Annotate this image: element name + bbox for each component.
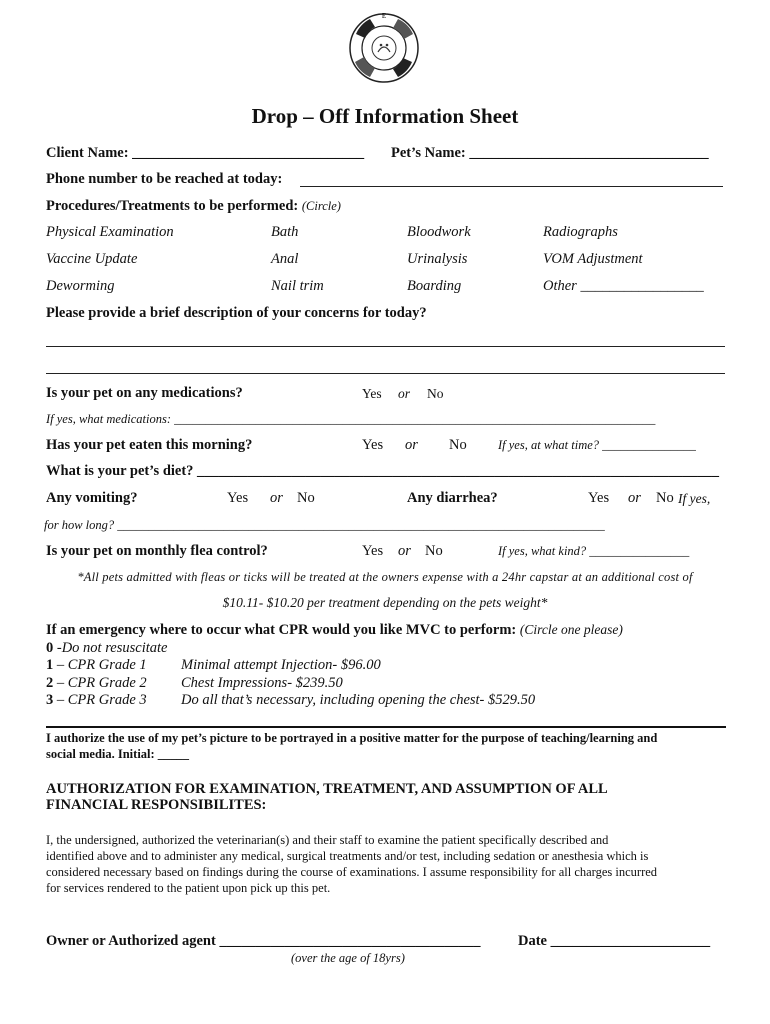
flea-yes: Yes: [362, 543, 384, 559]
medications-yes: Yes: [362, 386, 382, 401]
diet-question: What is your pet’s diet? ________________________________________________________________________: [46, 463, 720, 479]
proc-col3-3: Boarding: [407, 278, 462, 294]
medications-or: or: [398, 386, 411, 401]
proc-col1-2: Vaccine Update: [46, 251, 138, 267]
pet-name-label: Pet’s Name: _________________________________: [391, 145, 709, 161]
medications-question: Is your pet on any medications?: [46, 385, 243, 401]
auth-heading-1: AUTHORIZATION FOR EXAMINATION, TREATMENT, AND ASSUMPTION OF ALL: [46, 781, 608, 797]
cpr-option-1-num: 1: [46, 657, 54, 673]
owner-signature-label: Owner or Authorized agent ____________________________________: [46, 933, 481, 949]
flea-question: Is your pet on monthly flea control?: [46, 543, 268, 559]
proc-col1-1: Physical Examination: [46, 224, 174, 240]
cpr-option-1-label: – CPR Grade 1: [56, 657, 147, 673]
picture-auth-2: social media. Initial: _____: [46, 747, 190, 761]
cpr-question: [46, 622, 623, 639]
proc-col4-3: Other _________________: [543, 278, 704, 294]
flea-or: or: [398, 543, 411, 559]
phone-label: Phone number to be reached at today:: [46, 171, 283, 187]
eaten-followup: If yes, at what time? _______________: [498, 438, 696, 452]
cpr-option-0-label: -Do not resuscitate: [56, 640, 168, 656]
date-label: Date ______________________: [518, 933, 711, 949]
clinic-logo: [348, 12, 420, 84]
cpr-option-3: [46, 692, 147, 709]
page-title: Drop – Off Information Sheet: [251, 104, 519, 128]
auth-body-3: considered necessary based on findings during the course of examinations. I assume responsibility for all charges incurred: [46, 865, 658, 879]
cpr-option-2: [46, 675, 147, 692]
age-note: (over the age of 18yrs): [291, 951, 405, 965]
diarrhea-tail: If yes,: [678, 491, 711, 506]
diarrhea-no: No: [656, 490, 674, 506]
eaten-no: No: [449, 437, 467, 453]
concerns-line-2: [46, 373, 725, 374]
cpr-hint: (Circle one please): [519, 622, 623, 637]
auth-heading-2: FINANCIAL RESPONSIBILITES:: [46, 797, 267, 813]
auth-body-2: identified above and to administer any medical, surgical treatments and/or test, including sedation or anesthesia which is: [46, 849, 649, 863]
client-name-label: Client Name: ________________________________: [46, 145, 365, 161]
cpr-option-1: [46, 657, 147, 674]
flea-note-2: $10.11- $10.20 per treatment depending on the pets weight*: [222, 595, 548, 610]
proc-col4-1: Radiographs: [543, 224, 618, 240]
diarrhea-yes: Yes: [588, 490, 610, 506]
flea-followup: If yes, what kind? ________________: [498, 544, 690, 558]
cpr-option-3-desc: Do all that’s necessary, including opening the chest- $529.50: [181, 692, 536, 708]
auth-body-4: for services rendered to the patient upon pick up this pet.: [46, 881, 331, 895]
cpr-option-1-desc: Minimal attempt Injection- $96.00: [181, 657, 381, 673]
proc-col2-2: Anal: [271, 251, 299, 267]
cpr-option-2-desc: Chest Impressions- $239.50: [181, 675, 343, 691]
diarrhea-question: Any diarrhea?: [407, 490, 498, 506]
cpr-option-0: [46, 640, 168, 657]
eaten-yes: Yes: [362, 437, 384, 453]
logo-mark: E: [381, 12, 387, 20]
medications-no: No: [427, 386, 444, 401]
flea-no: No: [425, 543, 443, 559]
cpr-option-2-label: – CPR Grade 2: [56, 675, 147, 691]
how-long-line: for how long? ______________________________________________________________________________: [44, 518, 605, 532]
procedures-label-text: Procedures/Treatments to be performed:: [46, 198, 299, 214]
vomiting-yes: Yes: [227, 490, 249, 506]
concerns-line-1: [46, 346, 725, 347]
proc-col3-1: Bloodwork: [407, 224, 471, 240]
procedures-label: [46, 198, 341, 215]
vomiting-or: or: [270, 490, 283, 506]
cpr-option-3-num: 3: [46, 692, 54, 708]
procedures-hint: (Circle): [301, 199, 341, 213]
vomiting-question: Any vomiting?: [46, 490, 138, 506]
section-divider: [46, 726, 726, 728]
concerns-label: Please provide a brief description of your concerns for today?: [46, 305, 427, 321]
cpr-option-0-num: 0: [46, 640, 54, 656]
proc-col2-3: Nail trim: [271, 278, 324, 294]
proc-col2-1: Bath: [271, 224, 299, 240]
flea-note-1: *All pets admitted with fleas or ticks will be treated at the owners expense with a 24hr capstar at an additional cost of: [77, 570, 693, 584]
diarrhea-or: or: [628, 490, 641, 506]
eaten-question: Has your pet eaten this morning?: [46, 437, 253, 453]
proc-col4-2: VOM Adjustment: [543, 251, 643, 267]
picture-auth-1: I authorize the use of my pet’s picture to be portrayed in a positive matter for the purpose of teaching/learning and: [46, 731, 658, 745]
cpr-question-text: If an emergency where to occur what CPR would you like MVC to perform:: [46, 622, 517, 638]
medications-followup: If yes, what medications: _____________________________________________________________________________: [46, 412, 656, 426]
proc-col3-2: Urinalysis: [407, 251, 468, 267]
phone-line: [300, 186, 723, 187]
proc-col1-3: Deworming: [46, 278, 115, 294]
cpr-option-2-num: 2: [46, 675, 54, 691]
eaten-or: or: [405, 437, 418, 453]
vomiting-no: No: [297, 490, 315, 506]
cpr-option-3-label: – CPR Grade 3: [56, 692, 147, 708]
auth-body-1: I, the undersigned, authorized the veterinarian(s) and their staff to examine the patient specifically described and: [46, 833, 609, 847]
